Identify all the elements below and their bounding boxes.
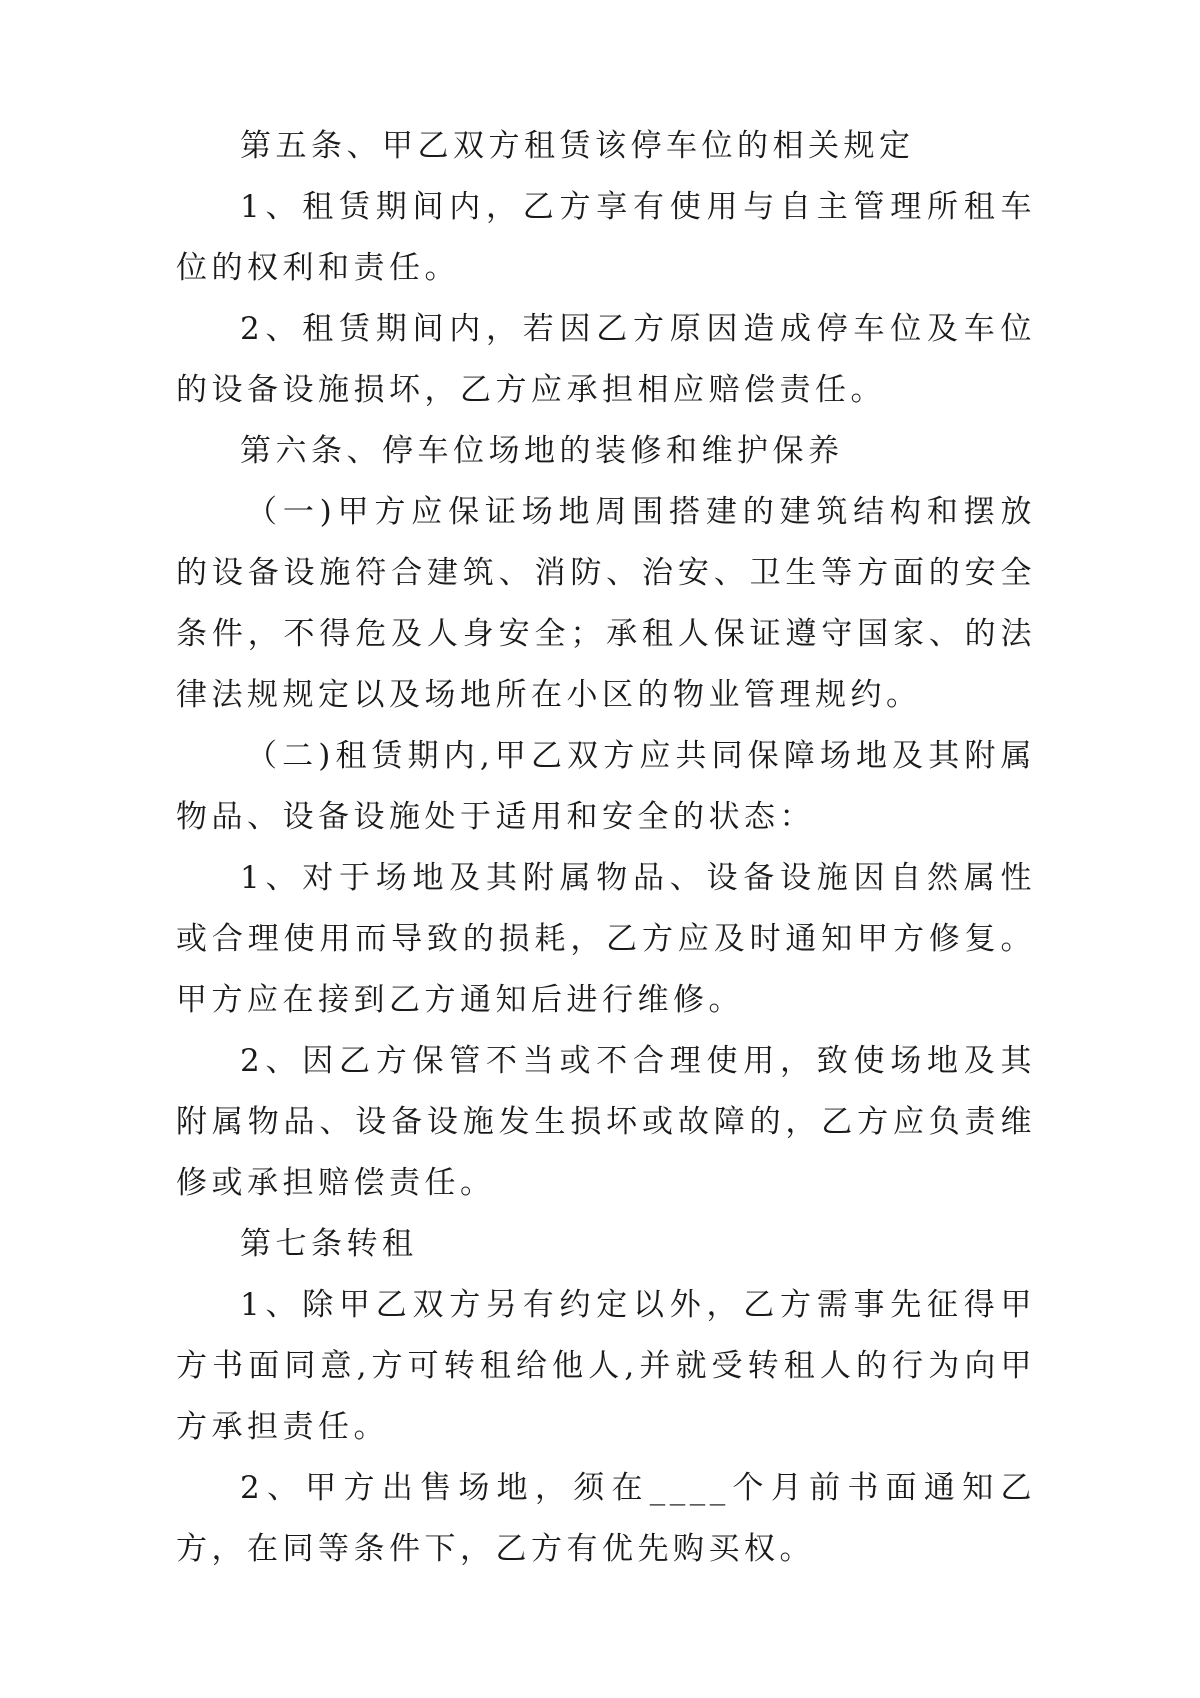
- article-7-clause-2: 2、甲方出售场地，须在____个月前书面通知乙方，在同等条件下，乙方有优先购买权。: [176, 1470, 1036, 1567]
- document-body: [176, 116, 1036, 1580]
- article-5-heading: 第五条、甲乙双方租赁该停车位的相关规定: [240, 128, 915, 164]
- article-5-clause-1: 1、租赁期间内，乙方享有使用与自主管理所租车位的权利和责任。: [176, 189, 1036, 286]
- article-7-clause-1: 1、除甲乙双方另有约定以外，乙方需事先征得甲方书面同意,方可转租给他人,并就受转租人的行为向甲方承担责任。: [176, 1287, 1036, 1445]
- article-6-item-2-clause-1: 1、对于场地及其附属物品、设备设施因自然属性或合理使用而导致的损耗，乙方应及时通知甲方修复。甲方应在接到乙方通知后进行维修。: [176, 860, 1036, 1018]
- article-6-item-2: （二)租赁期内,甲乙双方应共同保障场地及其附属物品、设备设施处于适用和安全的状态：: [176, 738, 1036, 835]
- article-6-item-2-clause-2: 2、因乙方保管不当或不合理使用，致使场地及其附属物品、设备设施发生损坏或故障的，乙方应负责维修或承担赔偿责任。: [176, 1043, 1036, 1201]
- article-6-item-1: （一)甲方应保证场地周围搭建的建筑结构和摆放的设备设施符合建筑、消防、治安、卫生等方面的安全条件，不得危及人身安全；承租人保证遵守国家、的法律法规规定以及场地所在小区的物业管理规约。: [176, 494, 1036, 713]
- article-6-heading: 第六条、停车位场地的装修和维护保养: [240, 433, 844, 469]
- article-7-heading: 第七条转租: [240, 1226, 418, 1262]
- article-5-clause-2: 2、租赁期间内，若因乙方原因造成停车位及车位的设备设施损坏，乙方应承担相应赔偿责任。: [176, 311, 1036, 408]
